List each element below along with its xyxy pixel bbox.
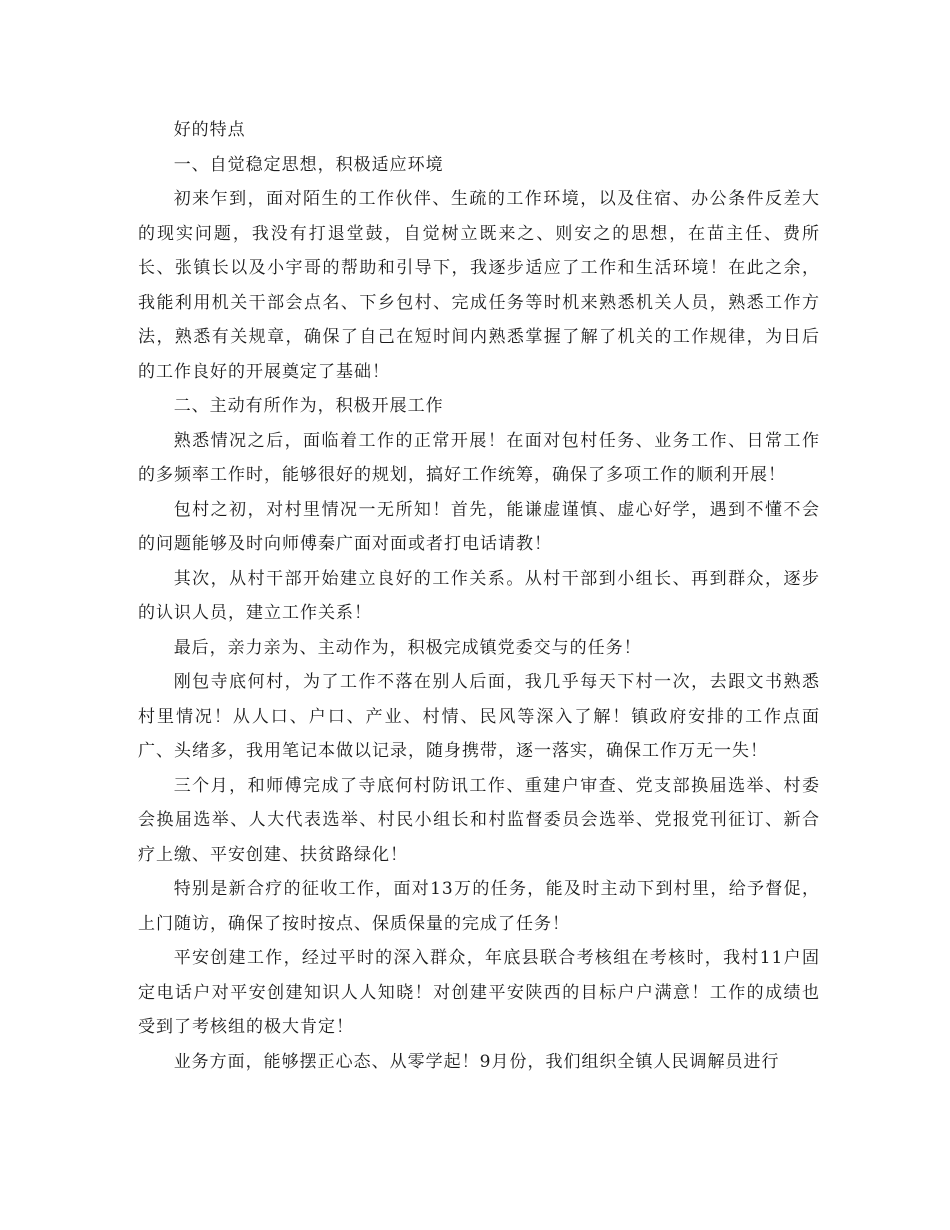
paragraph-3: 初来乍到，面对陌生的工作伙伴、生疏的工作环境，以及住宿、办公条件反差大的现实问题，我没有打退堂鼓，自觉树立既来之、则安之的思想，在苗主任、费所长、张镇长以及小宇哥的帮助和引导下，我逐步适应了工作和生活环境！在此之余，我能利用机关干部会点名、下乡包村、完成任务等时机来熟悉机关人员，熟悉工作方法，熟悉有关规章，确保了自己在短时间内熟悉掌握了解了机关的工作规律，为日后的工作良好的开展奠定了基础！	[138, 189, 820, 382]
document-body	[138, 113, 820, 1079]
paragraph-10: 三个月，和师傅完成了寺底何村防讯工作、重建户审查、党支部换届选举、村委会换届选举、人大代表选举、村民小组长和村监督委员会选举、党报党刊征订、新合疗上缴、平安创建、扶贫路绿化！	[138, 775, 820, 865]
paragraph-11: 特别是新合疗的征收工作，面对13万的任务，能及时主动下到村里，给予督促，上门随访，确保了按时按点、保质保量的完成了任务！	[138, 879, 820, 934]
paragraph-5: 熟悉情况之后，面临着工作的正常开展！在面对包村任务、业务工作、日常工作的多频率工作时，能够很好的规划，搞好工作统筹，确保了多项工作的顺利开展！	[138, 430, 820, 485]
section-heading-1: 一、自觉稳定思想，积极适应环境	[173, 154, 444, 175]
paragraph-6: 包村之初，对村里情况一无所知！首先，能谦虚谨慎、虚心好学，遇到不懂不会的问题能够及时向师傅秦广面对面或者打电话请教！	[138, 499, 820, 554]
paragraph-1: 好的特点	[173, 120, 246, 140]
paragraph-7: 其次，从村干部开始建立良好的工作关系。从村干部到小组长、再到群众，逐步的认识人员，建立工作关系！	[138, 568, 820, 623]
paragraph-9: 刚包寺底何村，为了工作不落在别人后面，我几乎每天下村一次，去跟文书熟悉村里情况！从人口、户口、产业、村情、民风等深入了解！镇政府安排的工作点面广、头绪多，我用笔记本做以记录，随身携带，逐一落实，确保工作万无一失！	[138, 672, 820, 761]
paragraph-13: 业务方面，能够摆正心态、从零学起！9月份，我们组织全镇人民调解员进行	[173, 1051, 780, 1072]
paragraph-12: 平安创建工作，经过平时的深入群众，年底县联合考核组在考核时，我村11户固定电话户对平安创建知识人人知晓！对创建平安陕西的目标户户满意！工作的成绩也受到了考核组的极大肯定！	[138, 948, 820, 1037]
paragraph-8: 最后，亲力亲为、主动作为，积极完成镇党委交与的任务！	[173, 637, 642, 658]
section-heading-2: 二、主动有所作为，积极开展工作	[173, 396, 444, 416]
